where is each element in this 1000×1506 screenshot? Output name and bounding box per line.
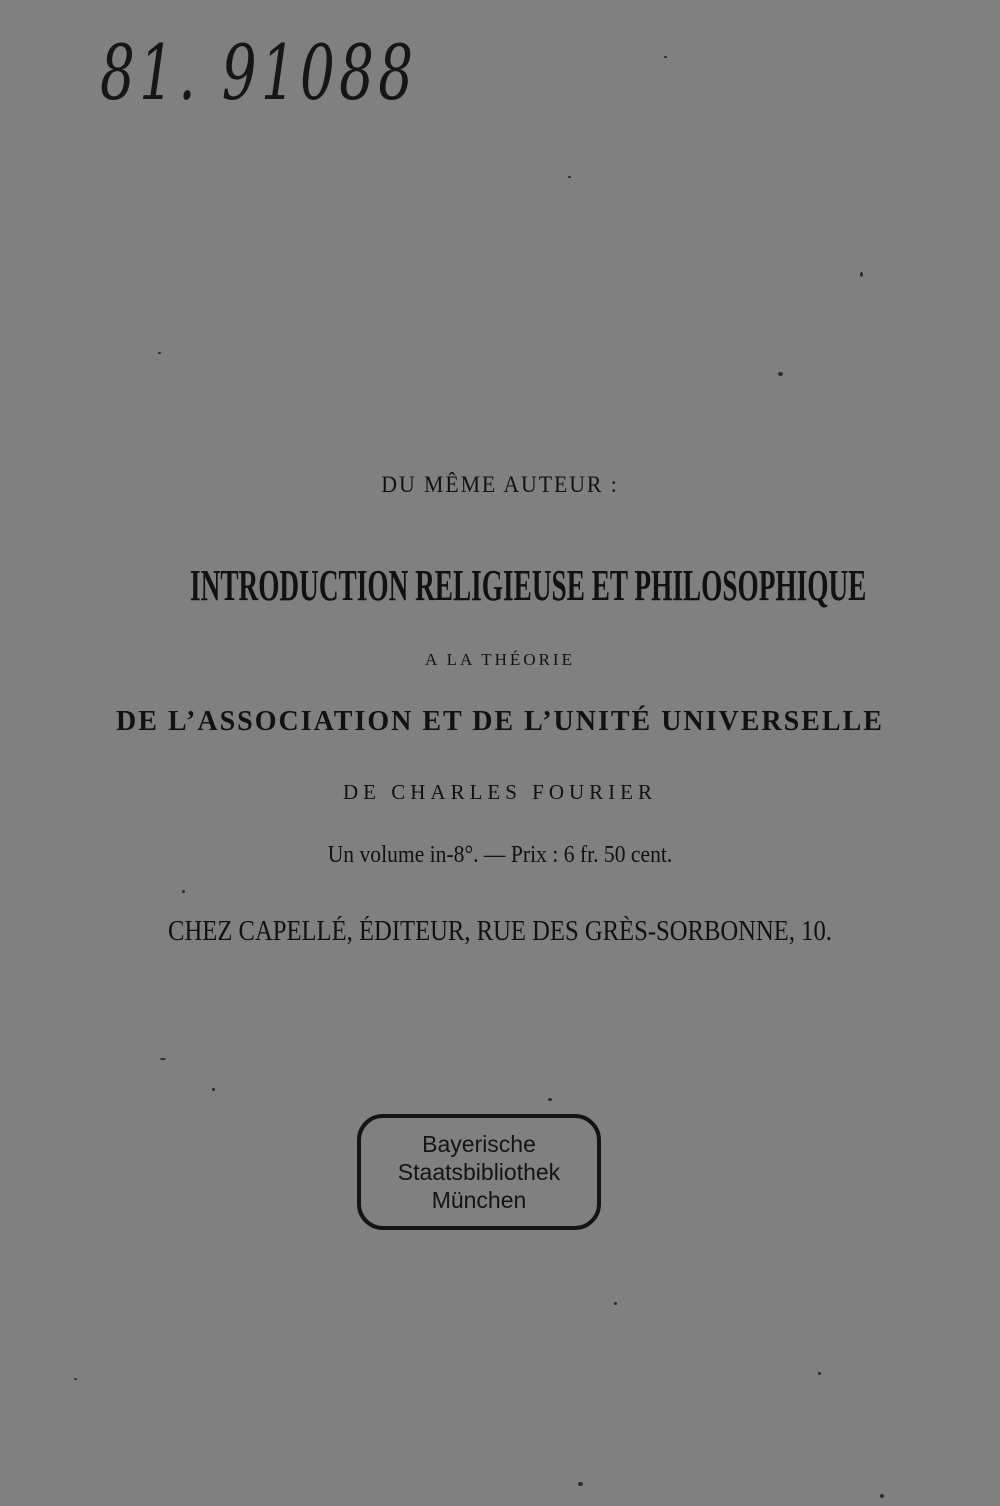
stamp-line-3: München xyxy=(431,1187,527,1213)
scan-speck xyxy=(818,1372,821,1375)
author-line: DE CHARLES FOURIER xyxy=(342,780,658,804)
library-stamp xyxy=(357,1114,601,1230)
scan-speck xyxy=(548,1098,552,1101)
scan-speck xyxy=(212,1088,215,1091)
book-title: INTRODUCTION RELIGIEUSE ET PHILOSOPHIQUE xyxy=(190,561,867,610)
volume-price: Un volume in-8°. — Prix : 6 fr. 50 cent. xyxy=(327,842,673,868)
scan-speck xyxy=(182,890,185,893)
subtitle-small: A LA THÉORIE xyxy=(425,650,575,669)
scan-speck xyxy=(74,1378,77,1380)
scan-speck xyxy=(664,56,667,58)
handwritten-shelfmark: 81. 91088 xyxy=(100,28,418,117)
scan-speck xyxy=(578,1482,583,1486)
stamp-line-1: Bayerische xyxy=(422,1131,536,1157)
publisher-line: CHEZ CAPELLÉ, ÉDITEUR, RUE DES GRÈS-SORBONNE, 10. xyxy=(168,916,832,947)
scan-speck xyxy=(614,1302,617,1305)
stamp-line-2: Staatsbibliothek xyxy=(397,1159,561,1185)
section-heading: DU MÊME AUTEUR : xyxy=(381,472,619,497)
scan-speck xyxy=(778,372,783,376)
scan-speck xyxy=(568,176,571,178)
scan-speck xyxy=(158,352,161,354)
scan-speck xyxy=(880,1494,884,1498)
scan-speck xyxy=(160,1058,166,1060)
scan-speck xyxy=(860,272,863,277)
subtitle-main: DE L’ASSOCIATION ET DE L’UNITÉ UNIVERSELLE xyxy=(116,706,884,737)
